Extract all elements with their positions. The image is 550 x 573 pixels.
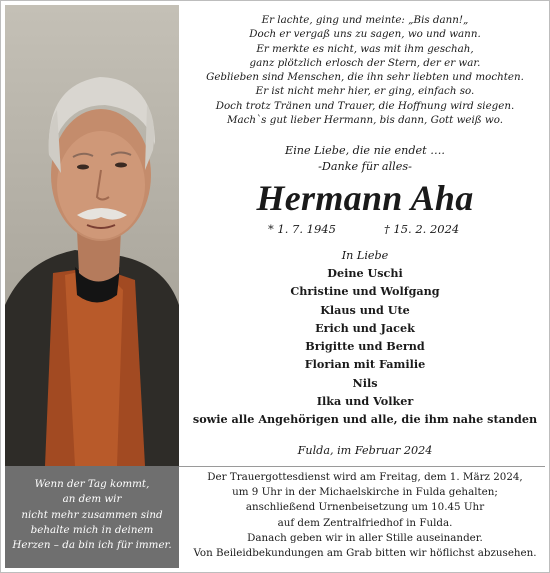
service-line: Danach geben wir in aller Stille auseinander. bbox=[247, 531, 483, 544]
death-date: † 15. 2. 2024 bbox=[384, 222, 460, 236]
mourners-list bbox=[185, 264, 545, 429]
mourner: Ilka und Volker bbox=[316, 394, 414, 409]
service-line: um 9 Uhr in der Michaelskirche in Fulda gehalten; bbox=[232, 486, 498, 499]
quote-line: Herzen – da bin ich für immer. bbox=[12, 539, 172, 552]
mourner: Deine Uschi bbox=[327, 266, 403, 280]
portrait-photo bbox=[5, 5, 179, 466]
mourner: Nils bbox=[352, 375, 378, 390]
place-date: Fulda, im Februar 2024 bbox=[297, 444, 433, 457]
quote-line: behalte mich in deinem bbox=[30, 523, 154, 536]
poem-line: Geblieben sind Menschen, die ihn sehr liebten und mochten. bbox=[206, 71, 524, 84]
mourner: Florian mit Familie bbox=[304, 357, 426, 372]
poem-line: Er lachte, ging und meinte: „Bis dann!„ bbox=[261, 14, 469, 26]
mourner: Christine und Wolfgang bbox=[290, 284, 440, 299]
poem-line: Doch trotz Tränen und Trauer, die Hoffnung wird siegen. bbox=[215, 99, 515, 112]
mourner: sowie alle Angehörigen und alle, die ihm nahe standen bbox=[192, 412, 538, 427]
service-line: Der Trauergottesdienst wird am Freitag, dem 1. März 2024, bbox=[207, 471, 523, 483]
poem-line: ganz plötzlich erlosch der Stern, der er war. bbox=[249, 56, 481, 69]
in-love-label: In Liebe bbox=[341, 249, 389, 262]
poem-line: Er ist nicht mehr hier, er ging, einfach so. bbox=[255, 85, 475, 98]
poem-line: Mach`s gut lieber Hermann, bis dann, Gott weiß wo. bbox=[226, 114, 504, 127]
poem bbox=[185, 13, 545, 127]
birth-date: * 1. 7. 1945 bbox=[268, 222, 336, 236]
dedication-line: Eine Liebe, die nie endet …. bbox=[285, 144, 445, 157]
dedication bbox=[185, 143, 545, 175]
mourner: Klaus und Ute bbox=[320, 302, 410, 317]
poem-line: Er merkte es nicht, was mit ihm geschah, bbox=[256, 42, 474, 55]
service-info bbox=[182, 470, 548, 561]
divider bbox=[179, 466, 545, 467]
quote-line: Wenn der Tag kommt, bbox=[34, 478, 150, 490]
quote-line: an dem wir bbox=[62, 493, 122, 506]
deceased-name: Hermann Aha bbox=[256, 178, 474, 218]
dedication-line: -Danke für alles- bbox=[318, 160, 412, 173]
service-line: anschließend Urnenbeisetzung um 10.45 Uhr bbox=[245, 501, 485, 514]
portrait-illustration bbox=[5, 5, 179, 466]
service-line: auf dem Zentralfriedhof in Fulda. bbox=[277, 516, 453, 529]
service-line: Von Beileidbekundungen am Grab bitten wir höflichst abzusehen. bbox=[193, 547, 537, 560]
quote-box bbox=[5, 466, 179, 568]
poem-line: Doch er vergaß uns zu sagen, wo und wann. bbox=[249, 28, 481, 41]
quote-line: nicht mehr zusammen sind bbox=[21, 508, 163, 521]
mourner: Brigitte und Bernd bbox=[305, 339, 425, 354]
mourner: Erich und Jacek bbox=[315, 320, 415, 335]
